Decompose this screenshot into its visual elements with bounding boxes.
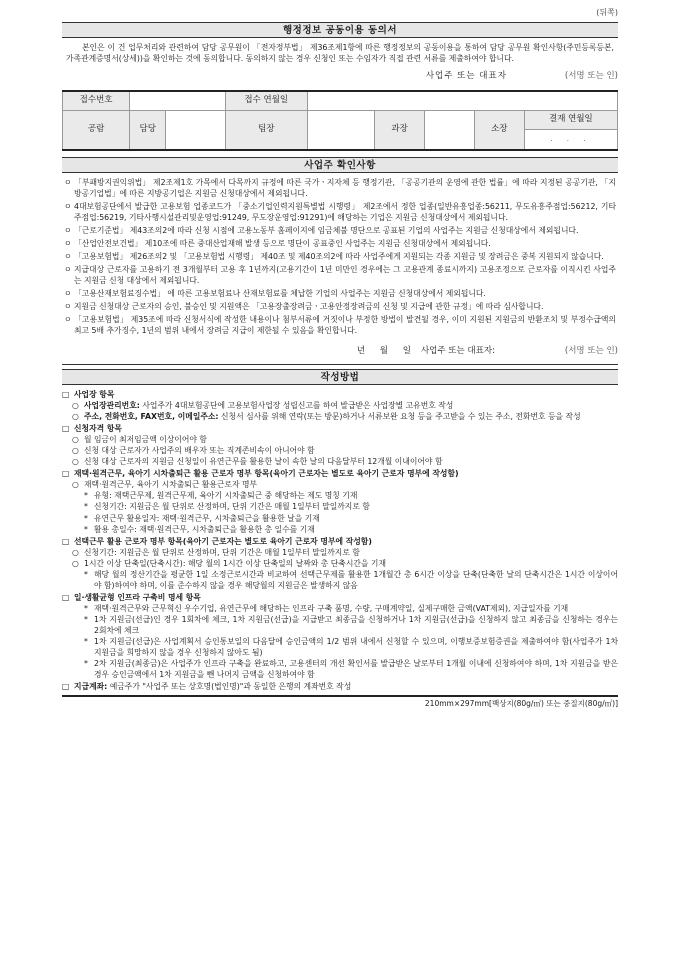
method-line-body: 활용 총일수: 재택·원격근무, 시차출퇴근을 활용한 총 일수를 기재 <box>94 524 315 534</box>
method-line-text <box>84 411 618 422</box>
method-line-text <box>94 658 618 680</box>
method-line-body: 유연근무 활용일자: 재택·원격근무, 시차출퇴근을 활용한 날을 기재 <box>94 513 320 523</box>
method-section-heading <box>62 468 618 479</box>
processing-table <box>62 90 618 151</box>
method-line <box>62 445 618 456</box>
sign-box-team-lead[interactable] <box>307 110 374 150</box>
circle-bullet-icon: ○ <box>72 547 79 557</box>
method-line <box>62 569 618 591</box>
method-section-heading <box>62 423 618 434</box>
method-section-heading-text: 재택·원격근무, 육아기 시차출퇴근 활용 근로자 명부 항목(육아기 근로자는 별도로 육아기 근로자 명부에 작성함) <box>74 469 459 479</box>
bullet-icon: ㅇ <box>64 225 72 235</box>
confirmation-seal-label: (서명 또는 인) <box>564 346 618 357</box>
asterisk-icon: * <box>84 604 88 614</box>
method-line-text <box>94 569 618 591</box>
signature-date[interactable]: 년 월 일 <box>356 346 411 357</box>
role-label-manager: 과장 <box>375 110 425 150</box>
confirmation-item: ㅇ 「근로기준법」 제43조의2에 따라 신청 시점에 고용노동부 홈페이지에 임금체불 명단으로 공표된 기업의 사업주는 지원금 신청대상에서 제외됩니다. <box>64 225 579 235</box>
method-line-body: 신청 대상 근로자의 지원금 신청일이 유연근무를 활용한 날이 속한 날의 다음달부터 12개월 이내이어야 함 <box>84 457 443 467</box>
approval-date-label: 결재 연월일 <box>524 110 617 130</box>
asterisk-icon: * <box>84 524 88 534</box>
checkbox-square-icon: □ <box>62 536 70 546</box>
method-section-heading-text: 선택근무 활용 근로자 명부 항목(육아기 근로자는 별도로 육아기 근로자 명부에 작성함) <box>74 536 372 546</box>
payment-account-text: 예금주가 "사업주 또는 상호명(법인명)"과 동일한 은행의 계좌번호 작성 <box>107 682 352 692</box>
circle-bullet-icon: ○ <box>72 558 79 568</box>
circle-bullet-icon: ○ <box>72 411 79 421</box>
checkbox-square-icon: □ <box>62 389 70 399</box>
bullet-icon: ㅇ <box>64 315 72 325</box>
checkbox-square-icon: □ <box>62 592 70 602</box>
receipt-no-label: 접수번호 <box>63 91 130 110</box>
role-label-director: 소장 <box>474 110 524 150</box>
consent-signature <box>62 65 618 90</box>
method-line-text <box>94 490 618 501</box>
asterisk-icon: * <box>84 513 88 523</box>
method-line-text <box>94 524 618 535</box>
approval-label: 공람 <box>63 110 130 150</box>
asterisk-icon: * <box>84 491 88 501</box>
confirmation-title: 사업주 확인사항 <box>62 157 618 173</box>
circle-bullet-icon: ○ <box>72 446 79 456</box>
bullet-icon: ㅇ <box>64 177 72 187</box>
confirmation-item: ㅇ 지원금 신청대상 근로자의 승인, 불승인 및 지원액은 「고용장출장려금ㆍ고용안정장려금의 신청 및 지급에 관한 규정」에 따라 심사합니다. <box>64 302 544 312</box>
method-line-text <box>94 636 618 658</box>
bullet-icon: ㅇ <box>64 251 72 261</box>
method-body <box>62 385 618 693</box>
method-section-heading <box>62 536 618 547</box>
method-line-lead: 사업장관리번호: <box>84 400 140 410</box>
method-line-text <box>84 479 618 490</box>
bullet-icon: ㅇ <box>64 201 72 211</box>
bullet-icon: ㅇ <box>64 265 72 274</box>
circle-bullet-icon: ○ <box>72 400 79 410</box>
method-line-body: 월 임금이 최저임금액 이상이어야 함 <box>84 435 207 445</box>
circle-bullet-icon: ○ <box>72 480 79 490</box>
asterisk-icon: * <box>84 659 88 669</box>
bullet-icon: ㅇ <box>64 238 72 248</box>
method-line-body: 2차 지원금(최종금)은 사업주가 인프라 구축을 완료하고, 고용센터의 개선 확인서를 발급받은 날로부터 1개월 이내에 신청하여야 하며, 1차 지원금을 받은 경우 승인금액에서 1차 지원금을 뺀 나머지 금액을 신청하여야 함 <box>94 659 618 680</box>
method-line-body: 재택·원격근무, 육아기 시차출퇴근 활용근로자 명부 <box>84 480 258 490</box>
circle-bullet-icon: ○ <box>72 435 79 445</box>
method-section-heading <box>62 681 618 692</box>
receipt-date-field[interactable] <box>307 91 617 110</box>
page-side-label: (뒤쪽) <box>596 8 618 17</box>
checkbox-square-icon: □ <box>62 469 70 479</box>
asterisk-icon: * <box>84 502 88 512</box>
method-line-text <box>94 614 618 636</box>
method-line <box>62 558 618 569</box>
method-line-text <box>84 558 618 569</box>
confirmation-signer-label: 사업주 또는 대표자: <box>420 346 495 357</box>
confirmation-signature <box>62 338 618 364</box>
consent-body: 본인은 이 건 업무처리와 관련하여 담당 공무원이 「전자정부법」 제36조제1항에 따른 행정정보의 공동이용을 통하여 담당 공무원 확인사항(주민등록등본, 가족관계증명서(상세))을 확인하는 것에 동의합니다. 동의하지 않는 경우 신청인 또는 수임자가 직접 관련 서류를 제출하여야 합니다. <box>66 43 614 64</box>
method-section-heading-text <box>74 681 351 692</box>
method-line-body: 신청기간: 지원금은 월 단위로 산정하며, 단위 기간은 매월 1일부터 말일까지로 함 <box>94 502 370 512</box>
confirmation-item: ㅇ 「고용산재보험료징수법」 에 따른 고용보험료나 산재보험료를 체납한 기업의 사업주는 지원금 신청대상에서 제외됩니다. <box>64 289 486 299</box>
method-section-heading <box>62 389 618 400</box>
confirmation-item: ㅇ 지급대상 근로자를 고용하기 전 3개월부터 고용 후 1년까지(고용기간이 1년 미만인 경우에는 그 고용관계 종료시까지) 고용조정으로 근로자를 이직시킨 사업주는 지원금 신청 대상에서 제외됩니다. <box>64 265 616 286</box>
asterisk-icon: * <box>84 637 88 647</box>
checkbox-square-icon: □ <box>62 682 70 692</box>
method-line <box>62 547 618 558</box>
confirmation-item: ㅇ 「부패방지권익위법」 제2조제1호 가목에서 다목까지 규정에 따른 국가ㆍ지자체 등 행정기관, 「공공기관의 운영에 관한 법률」에 따라 지정된 공공기관, 「지방공기업법」에 따른 지방공기업은 지원금 신청대상에서 제외됩니다. <box>64 177 616 198</box>
method-line-text <box>84 434 618 445</box>
approval-date-field[interactable]: . . . <box>524 130 617 150</box>
confirmation-item: ㅇ 4대보험공단에서 발급한 고용보험 업종코드가 「중소기업인력지원특별법 시행령」 제2조에서 정한 업종(일반유흥업종:56211, 무도유흥주점업:56212, 기타주점업:56219, 기타사행시설관리및운영업:91249, 무도장운영업:91291)에 해당하는 기업은 지원금 신청대상에서 제외됩니다. <box>64 201 616 222</box>
method-line <box>62 479 618 490</box>
bullet-icon: ㅇ <box>64 289 72 299</box>
method-line <box>62 636 618 658</box>
paper-size-footer: 210mm×297mm[백상지(80g/㎡) 또는 중질지(80g/㎡)] <box>62 695 618 709</box>
role-label-team-lead: 팀장 <box>225 110 307 150</box>
sign-box-manager[interactable] <box>425 110 475 150</box>
consent-seal-label: (서명 또는 인) <box>564 70 618 81</box>
method-line <box>62 411 618 422</box>
method-line <box>62 456 618 467</box>
bullet-icon: ㅇ <box>64 302 72 312</box>
method-line-text <box>84 445 618 456</box>
method-line-lead: 주소, 전화번호, FAX번호, 이메일주소: <box>84 411 219 421</box>
method-line <box>62 400 618 411</box>
method-line <box>62 434 618 445</box>
asterisk-icon: * <box>84 615 88 625</box>
method-line-body: 신청 대상 근로자가 사업주의 배우자 또는 직계존비속이 아니어야 함 <box>84 446 315 456</box>
method-line-body: 신청서 심사를 위해 연락(또는 방문)하거나 서류보완 요청 등을 주고받을 수 있는 주소, 전화번호 등을 작성 <box>218 411 581 421</box>
method-line <box>62 603 618 614</box>
method-line <box>62 490 618 501</box>
method-line-text <box>94 501 618 512</box>
method-section-heading-text: 사업장 항목 <box>74 389 115 399</box>
method-line <box>62 501 618 512</box>
receipt-no-field[interactable] <box>130 91 225 110</box>
method-title: 작성방법 <box>62 369 618 385</box>
payment-account-label: 지급계좌: <box>74 682 108 692</box>
method-section-heading <box>62 592 618 603</box>
method-line-body: 해당 월의 정산기간을 평균한 1일 소정근로시간과 비교하여 선택근무제를 활용한 1개월간 총 6시간 이상을 단축(단축한 날의 단축시간은 1시간 이상이어야 함)하여야 하며, 이를 준수하지 않을 경우 해당월의 지원금은 발생하지 않음 <box>94 569 618 590</box>
method-section-heading-text: 신청자격 항목 <box>74 424 122 434</box>
method-line <box>62 524 618 535</box>
method-line-text <box>94 603 618 614</box>
method-line-text <box>84 400 618 411</box>
method-line <box>62 614 618 636</box>
method-line-text <box>84 547 618 558</box>
method-line <box>62 513 618 524</box>
asterisk-icon: * <box>84 569 88 579</box>
method-line-body: 유형: 재택근무제, 원격근무제, 육아기 시차출퇴근 중 해당하는 제도 명칭 기재 <box>94 491 358 501</box>
sign-box-staff[interactable] <box>166 111 224 149</box>
form-page <box>62 8 618 709</box>
method-line <box>62 658 618 680</box>
method-line-body: 사업주가 4대보험공단에 고용보험사업장 성립신고를 하여 발급받은 사업장별 고유번호 작성 <box>139 400 454 410</box>
circle-bullet-icon: ○ <box>72 457 79 467</box>
approval-staff-cell <box>130 110 225 150</box>
method-line-body: 재택·원격근무와 근무혁신 우수기업, 유연근무에 해당하는 인프라 구축 품명, 수량, 구매계약일, 실제구매한 금액(VAT제외), 지급일자를 기재 <box>94 604 569 614</box>
consent-title: 행정정보 공동이용 동의서 <box>62 22 618 38</box>
checkbox-square-icon: □ <box>62 424 70 434</box>
method-line-body: 1차 지원금(선급)인 경우 1회차에 체크, 1차 지원금(선급)을 지급받고 최종금을 신청하거나 1차 지원금(선급)을 신청하지 않고 최종금을 신청하는 경우는 2회차에 체크 <box>94 615 618 636</box>
method-line-body: 신청기간: 지원금은 월 단위로 산정하며, 단위 기간은 매월 1일부터 말일까지로 함 <box>84 547 360 557</box>
consent-signer-label: 사업주 또는 대표자 <box>425 70 507 81</box>
confirmation-item: ㅇ 「고용보험법」 제35조에 따라 신청서식에 작성한 내용이나 첨부서류에 거짓이나 부정한 방법이 발견될 경우, 이미 지원된 지원금의 반환조치 및 부정수급액의 최고 5배 추가징수, 1년의 범위 내에서 장려금 지급이 제한될 수 있음을 확인합니다. <box>64 315 616 336</box>
method-line-body: 1시간 이상 단축일(단축시간): 해당 월의 1시간 이상 단축일의 날짜와 총 단축시간을 기재 <box>84 558 386 568</box>
role-label-staff: 담당 <box>130 111 166 149</box>
method-line-text <box>84 456 618 467</box>
confirmation-item: ㅇ 「산업안전보건법」 제10조에 따른 중대산업재해 발생 등으로 명단이 공표중인 사업주는 지원금 신청대상에서 제외됩니다. <box>64 238 491 248</box>
confirmation-item: ㅇ 「고용보험법」 제26조의2 및 「고용보험법 시행령」 제40조 및 제40조의2에 따라 사업주에게 지원되는 각종 지원금 및 장려금은 중복 지원되지 않습니다. <box>64 251 604 261</box>
confirmation-list <box>62 173 618 337</box>
method-section-heading-text: 일·생활균형 인프라 구축비 명세 항목 <box>74 592 201 602</box>
method-line-text <box>94 513 618 524</box>
receipt-date-label: 접수 연월일 <box>225 91 307 110</box>
method-line-body: 1차 지원금(선급)은 사업계획서 승인통보일의 다음달에 승인금액의 1/2 범위 내에서 신청할 수 있으며, 이행보증보험증권을 제출하여야 함(사업주가 1차 지원금을 희망하지 않을 경우 신청하지 않아도 됨) <box>94 637 618 658</box>
